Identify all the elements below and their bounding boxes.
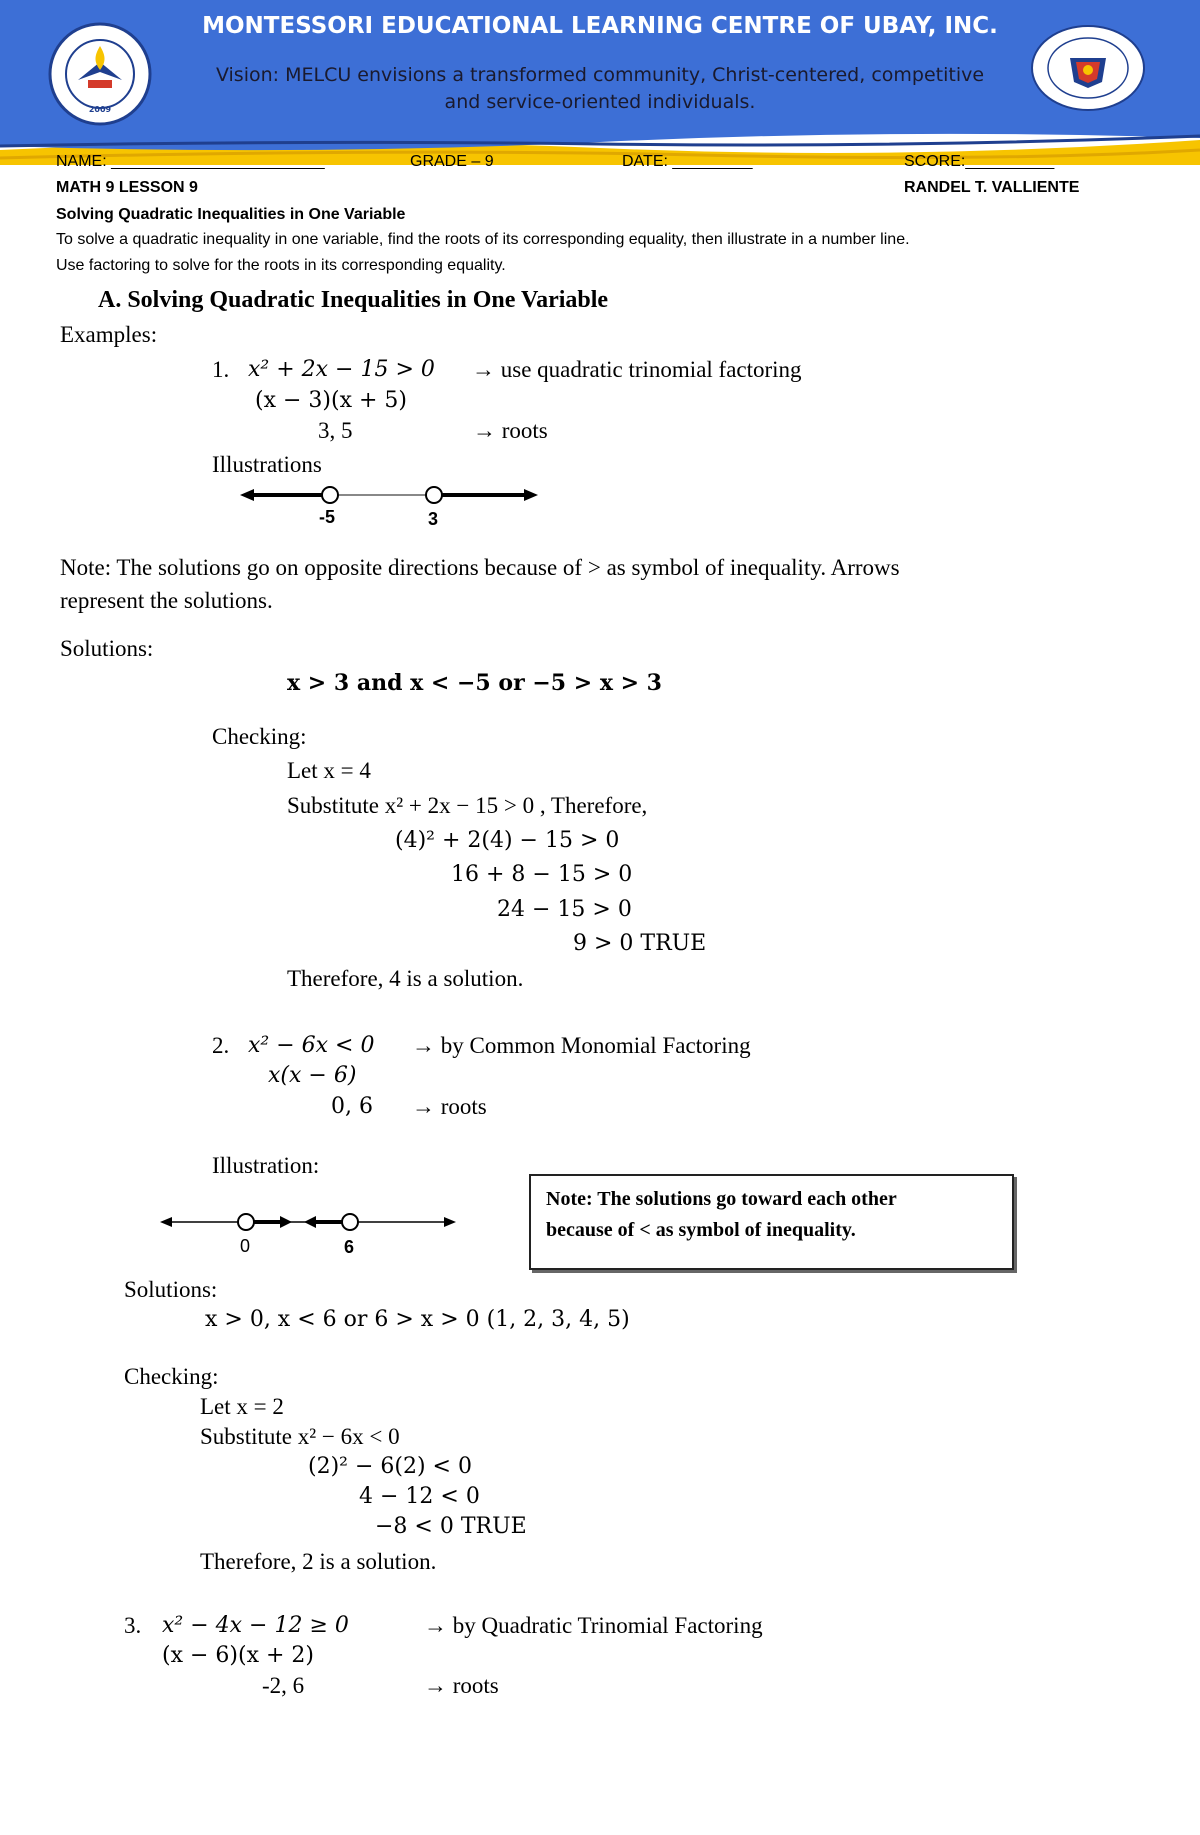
ex2-step-3: −8 < 0 TRUE xyxy=(375,1514,527,1539)
ex1-right-arrowhead xyxy=(524,489,538,501)
ex1-left-arrowhead xyxy=(240,489,254,501)
ex1-let: Let x = 4 xyxy=(287,758,371,783)
ex2-illustration-label: Illustration: xyxy=(212,1153,320,1178)
ex1-step-4: 9 > 0 TRUE xyxy=(573,931,707,956)
ex2-inequality: x² − 6x < 0 xyxy=(248,1033,375,1058)
intro-line-1: To solve a quadratic inequality in one variable, find the roots of its corresponding equality, then illustrate in a number line. xyxy=(56,231,910,248)
ex2-step-2: 4 − 12 < 0 xyxy=(359,1484,480,1509)
ex1-substitute: Substitute x² + 2x − 15 > 0 , Therefore, xyxy=(287,793,648,818)
ex1-open-point-a xyxy=(322,487,338,503)
ex1-note-line-2: represent the solutions. xyxy=(60,588,273,613)
lesson-title: Solving Quadratic Inequalities in One Variable xyxy=(56,206,406,223)
ex1-roots: 3, 5 xyxy=(318,418,353,443)
ex3-roots-label: → roots xyxy=(424,1673,499,1698)
ex1-inequality: x² + 2x − 15 > 0 xyxy=(248,357,435,382)
ex1-method: → use quadratic trinomial factoring xyxy=(472,357,802,382)
ex1-conclusion: Therefore, 4 is a solution. xyxy=(287,966,524,991)
school-name: MONTESSORI EDUCATIONAL LEARNING CENTRE OF UBAY, INC. xyxy=(202,13,998,39)
ex1-number-line xyxy=(238,482,540,512)
ex1-step-1: (4)² + 2(4) − 15 > 0 xyxy=(395,828,620,853)
ex1-note-line-1: Note: The solutions go on opposite directions because of > as symbol of inequality. Arrows xyxy=(60,555,900,580)
ex1-factored: (x − 3)(x + 5) xyxy=(255,388,407,413)
ex2-axis-left-arrowhead xyxy=(160,1217,172,1227)
score-field[interactable]: SCORE:__________ xyxy=(904,153,1055,170)
deped-seal xyxy=(1030,24,1146,112)
ex2-point-b-label: 6 xyxy=(344,1237,355,1257)
ex1-point-a-label: -5 xyxy=(319,507,336,527)
ex2-checking-label: Checking: xyxy=(124,1364,219,1389)
ex2-note-line-1: Note: The solutions go toward each other xyxy=(546,1188,897,1210)
ex2-roots: 0, 6 xyxy=(331,1094,373,1119)
ex3-inequality: x² − 4x − 12 ≥ 0 xyxy=(162,1613,349,1638)
ex2-arrowhead-left xyxy=(304,1216,316,1228)
ex2-open-point-a xyxy=(238,1214,254,1230)
date-field[interactable]: DATE: _________ xyxy=(622,153,753,170)
ex1-solutions-label: Solutions: xyxy=(60,636,154,661)
vision-statement: Vision: MELCU envisions a transformed community, Christ-centered, competitive and service-oriented individuals. xyxy=(215,64,985,113)
ex2-note-box xyxy=(529,1174,1014,1270)
name-field[interactable]: NAME: ________________________ xyxy=(56,153,325,170)
ex1-illustrations-label: Illustrations xyxy=(212,452,322,477)
school-logo xyxy=(48,22,152,126)
ex2-step-1: (2)² − 6(2) < 0 xyxy=(308,1454,472,1479)
ex1-checking-label: Checking: xyxy=(212,724,307,749)
teacher-name: RANDEL T. VALLIENTE xyxy=(904,179,1080,196)
ex3-method: → by Quadratic Trinomial Factoring xyxy=(424,1613,763,1638)
ex2-open-point-b xyxy=(342,1214,358,1230)
ex3-factored: (x − 6)(x + 2) xyxy=(162,1643,314,1668)
ex2-note-line-2: because of < as symbol of inequality. xyxy=(546,1219,856,1241)
ex3-roots: -2, 6 xyxy=(262,1673,305,1698)
ex2-arrowhead-right xyxy=(280,1216,292,1228)
section-heading: A. Solving Quadratic Inequalities in One Variable xyxy=(98,287,609,313)
intro-line-2: Use factoring to solve for the roots in its corresponding equality. xyxy=(56,257,506,274)
ex2-number: 2. xyxy=(212,1033,230,1058)
ex1-step-3: 24 − 15 > 0 xyxy=(497,897,632,922)
grade-label: GRADE – 9 xyxy=(410,153,494,170)
ex1-solution: x > 3 and x < −5 or −5 > x > 3 xyxy=(287,670,662,696)
ex2-point-a-label: 0 xyxy=(240,1236,251,1256)
ex1-open-point-b xyxy=(426,487,442,503)
ex1-step-2: 16 + 8 − 15 > 0 xyxy=(451,862,633,887)
ex1-point-b-label: 3 xyxy=(428,509,439,529)
lesson-label: MATH 9 LESSON 9 xyxy=(56,179,198,196)
ex2-solutions-label: Solutions: xyxy=(124,1277,218,1302)
ex1-roots-label: → roots xyxy=(473,418,548,443)
ex3-number: 3. xyxy=(124,1613,142,1638)
examples-label: Examples: xyxy=(60,322,158,347)
ex2-solution: x > 0, x < 6 or 6 > x > 0 (1, 2, 3, 4, 5) xyxy=(205,1307,630,1332)
ex2-method: → by Common Monomial Factoring xyxy=(412,1033,751,1058)
ex2-conclusion: Therefore, 2 is a solution. xyxy=(200,1549,437,1574)
ex2-axis-right-arrowhead xyxy=(444,1217,456,1227)
ex1-number: 1. xyxy=(212,357,230,382)
logo-year: 2009 xyxy=(88,105,112,114)
ex2-roots-label: → roots xyxy=(412,1094,487,1119)
ex2-number-line xyxy=(158,1210,458,1236)
ex2-substitute: Substitute x² − 6x < 0 xyxy=(200,1424,400,1449)
ex2-let: Let x = 2 xyxy=(200,1394,284,1419)
ex2-factored: x(x − 6) xyxy=(268,1063,357,1088)
